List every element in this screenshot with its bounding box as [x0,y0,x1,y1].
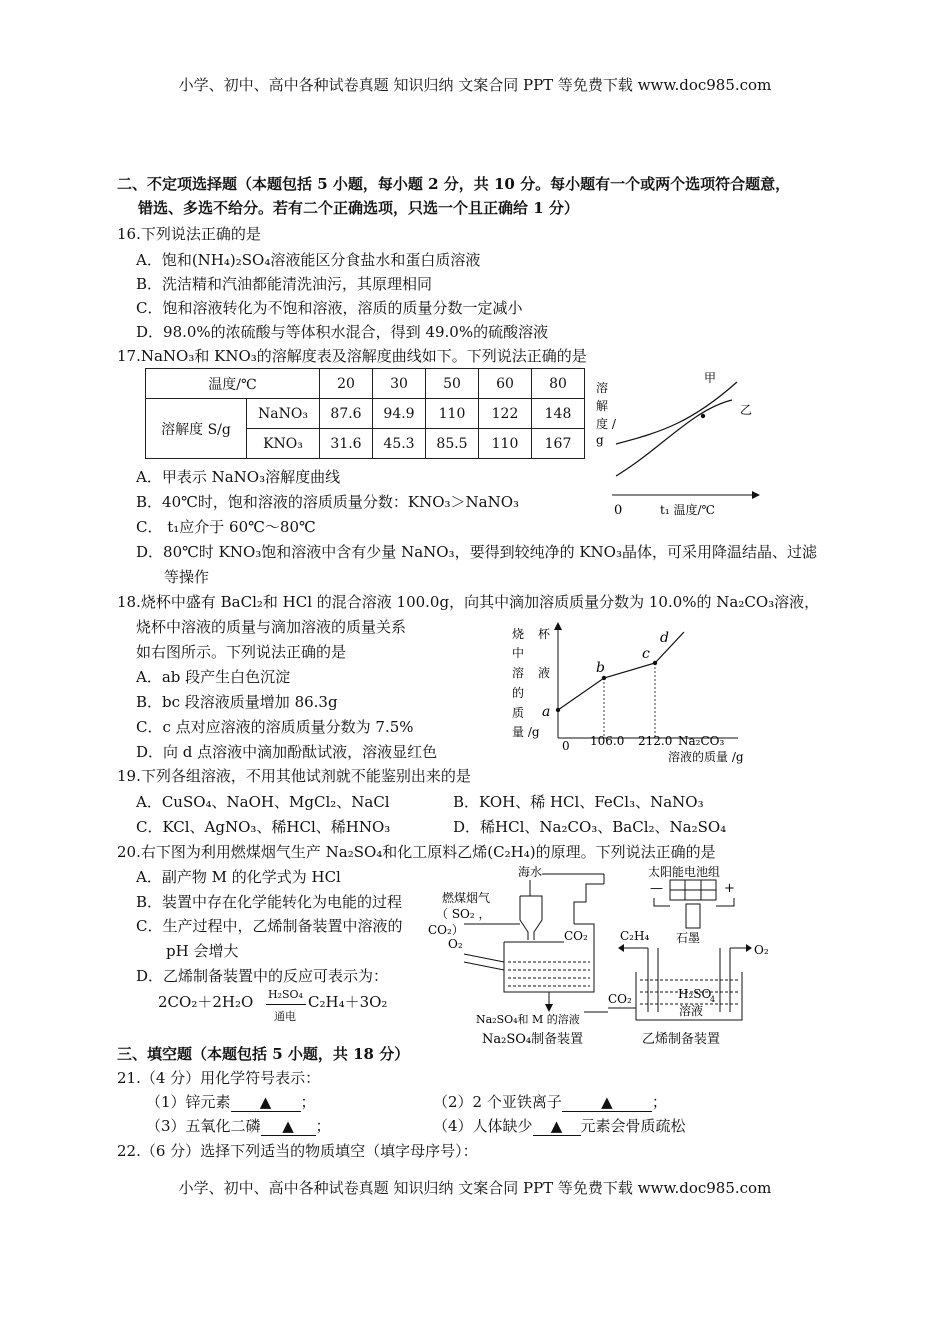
beaker-mass-figure [508,620,768,765]
answer-blank[interactable]: ▲ [231,1093,301,1112]
q16-option-b: B．洗洁精和汽油都能清洗油污，其原理相同 [136,275,433,293]
graph-ylabel: 溶 [512,666,525,680]
table-temp-cell: 80 [532,369,585,399]
q20-option-a: A．副产物 M 的化学式为 HCl [136,868,341,886]
tick-label: 212.0 [638,734,673,748]
table-cell: 110 [479,429,532,459]
table-cell: 87.6 [320,399,373,429]
solubility-table [145,368,585,459]
answer-blank[interactable]: ▲ [533,1117,581,1136]
label-co2-out: CO₂ [564,929,588,943]
table-cell: 45.3 [373,429,426,459]
q16-stem: 16.下列说法正确的是 [117,225,261,243]
graph-ylabel: 质 [512,706,525,720]
table-cell: 31.6 [320,429,373,459]
page-header: 小学、初中、高中各种试卷真题 知识归纳 文案合同 PPT 等免费下载 www.doc985.com [178,76,772,94]
label-so2: （ SO₂ ， [436,907,491,921]
x-axis-arrow [752,491,760,499]
table-cell: 148 [532,399,585,429]
graph-xlabel: Na₂CO₃ [678,734,725,748]
q16-option-d: D．98.0%的浓硫酸与等体积水混合，得到 49.0%的硫酸溶液 [136,323,549,341]
graph-xlabel: t₁ 温度/℃ [660,503,715,517]
q20-option-d: D．乙烯制备装置中的反应可表示为： [136,967,389,985]
table-solubility-label: 溶解度 S/g [146,399,247,459]
solubility-curve-figure [592,370,767,522]
o2-arrow [746,944,752,952]
tick-label: 106.0 [590,734,625,748]
table-cell: 110 [426,399,479,429]
label-c2h4: C₂H₄ [620,929,650,943]
punctuation: ； [651,1093,667,1111]
graph-ylabel: 烧 [512,627,525,641]
label-solution: 溶液 [679,1004,704,1018]
label-product: Na₂SO₄和 M 的溶液 [476,1013,580,1026]
label-flue-gas: 燃煤烟气 [442,891,491,905]
label-d: d [660,630,669,646]
point-c [653,661,657,665]
graph-ylabel: 解 [596,399,609,413]
q18-option-d: D．向 d 点溶液中滴加酚酞试液，溶液显红色 [136,743,438,761]
graph-ylabel: 量 /g [512,725,540,739]
graph-origin: 0 [562,739,570,753]
o2-pipe-top [464,954,504,962]
q19-option-c: C．KCl、AgNO₃、稀HCl、稀HNO₃ [136,818,391,836]
label-seawater: 海水 [518,865,543,879]
q19-option-d: D．稀HCl、Na₂CO₃、BaCl₂、Na₂SO₄ [453,818,727,836]
table-temp-cell: 60 [479,369,532,399]
curve-yi [616,400,732,476]
q20-stem: 20.右下图为利用燃煤烟气生产 Na₂SO₄和化工原料乙烯(C₂H₄)的原理。下列说法正确的是 [117,843,716,861]
label-graphite: 石墨 [676,931,701,945]
q21-stem: 21.（4 分）用化学符号表示： [117,1069,321,1087]
c2h4-arrow [618,944,624,952]
q16-option-c: C．饱和溶液转化为不饱和溶液，溶质的质量分数一定减小 [136,299,523,317]
q16-option-a: A．饱和(NH₄)₂SO₄溶液能区分食盐水和蛋白质溶液 [136,251,481,269]
q18-option-a: A．ab 段产生白色沉淀 [136,668,291,686]
recycle-pipe [574,884,604,924]
label-co2-feed: CO₂ [608,992,632,1006]
equation-condition-bottom: 通电 [274,1010,296,1023]
q21-part3-label: （3）五氧化二磷 [146,1117,261,1135]
intersection-point [701,414,705,418]
label-ethylene-apparatus: 乙烯制备装置 [642,1032,721,1047]
label-jia: 甲 [704,371,717,385]
process-diagram [424,862,780,1050]
label-na2so4-apparatus: Na₂SO₄制备装置 [482,1032,584,1047]
table-cell: 167 [532,429,585,459]
table-row-name: KNO₃ [247,429,320,459]
label-c: c [642,646,650,662]
answer-blank[interactable]: ▲ [261,1117,316,1136]
q18-stem-line2: 烧杯中溶液的质量与滴加溶液的质量关系 [136,618,407,636]
table-cell: 85.5 [426,429,479,459]
punctuation: ； [315,1117,331,1135]
q19-option-a: A．CuSO₄、NaOH、MgCl₂、NaCl [136,793,390,811]
equation-right: C₂H₄＋3O₂ [308,993,388,1011]
graph-ylabel: 度 / [596,417,616,431]
q19-option-b: B．KOH、稀 HCl、FeCl₃、NaNO₃ [453,793,704,811]
label-h2so4: H₂SO [678,987,712,1001]
answer-blank[interactable]: ▲ [562,1093,652,1112]
q17-option-a: A．甲表示 NaNO₃溶解度曲线 [136,468,341,486]
section2-title-line2: 错选、多选不给分。若有二个正确选项，只选一个且正确给 1 分） [138,199,579,217]
q21-part4-end: 元素会骨质疏松 [580,1117,686,1135]
q18-stem-line1: 18.烧杯中盛有 BaCl₂和 HCl 的混合溶液 100.0g，向其中滴加溶质质量分数为 10.0%的 Na₂CO₃溶液， [117,593,820,611]
q20-option-c-line2: pH 会增大 [166,942,239,960]
label-co2-in: CO₂） [428,923,464,937]
table-row-name: NaNO₃ [247,399,320,429]
label-h2so4-subscript: 4 [710,995,716,1004]
o2-pipe-bottom [464,962,504,970]
q21-part1-label: （1）锌元素 [146,1093,231,1111]
q17-option-d-line2: 等操作 [164,568,210,586]
point-a [556,708,560,712]
punctuation: ； [300,1093,316,1111]
graph-ylabel: 杯 [538,627,551,641]
label-a: a [542,704,551,720]
q21-part3 [146,1115,331,1136]
graph-origin: 0 [614,503,623,518]
graph-ylabel: g [596,433,604,447]
label-solar-array: 太阳能电池组 [648,865,721,879]
product-arrow [545,1004,553,1012]
q21-part1 [146,1091,316,1112]
q21-part4 [433,1115,686,1136]
q18-stem-line3: 如右图所示。下列说法正确的是 [136,643,347,661]
point-b [602,676,606,680]
table-temp-cell: 50 [426,369,479,399]
q20-option-c-line1: C．生产过程中，乙烯制备装置中溶液的 [136,917,403,935]
q22-stem: 22.（6 分）选择下列适当的物质填空（填字母序号）： [117,1142,478,1160]
label-o2-out: O₂ [754,943,769,957]
label-minus: — [650,881,663,896]
electrode-holder [686,904,700,928]
table-temp-cell: 20 [320,369,373,399]
graph-ylabel: 的 [512,686,525,700]
q21-part2 [433,1091,667,1112]
label-plus: + [724,881,735,896]
q21-part2-label: （2）2 个亚铁离子 [433,1093,562,1111]
label-o2-in: O₂ [448,937,463,951]
section2-title-line1: 二、不定项选择题（本题包括 5 小题，每小题 2 分，共 10 分。每小题有一个或两个选项符合题意， [117,175,791,193]
q17-option-c: C． t₁应介于 60℃～80℃ [136,518,316,536]
equation-condition-top: H₂SO₄ [268,988,303,1001]
q17-stem: 17.NaNO₃和 KNO₃的溶解度表及溶解度曲线如下。下列说法正确的是 [117,347,587,365]
table-cell: 94.9 [373,399,426,429]
equation-left: 2CO₂＋2H₂O [158,993,254,1011]
q21-part4-label: （4）人体缺少 [433,1117,533,1135]
section3-title: 三、填空题（本题包括 5 小题，共 18 分） [117,1045,410,1063]
y-axis-arrow [554,622,562,630]
graph-ylabel: 中 [512,646,525,660]
q20-option-b: B．装置中存在化学能转化为电能的过程 [136,893,403,911]
curve-jia [616,382,737,444]
q17-option-b: B．40℃时，饱和溶液的溶质质量分数：KNO₃＞NaNO₃ [136,493,520,511]
q17-option-d-line1: D．80℃时 KNO₃饱和溶液中含有少量 NaNO₃，要得到较纯净的 KNO₃晶体，可采用降温结晶、过滤 [136,543,817,561]
graph-ylabel: 溶 [596,381,609,395]
table-cell: 122 [479,399,532,429]
equation-arrow-line [266,1004,306,1005]
table-temp-cell: 30 [373,369,426,399]
label-b: b [596,660,605,676]
table-temp-label: 温度/℃ [146,369,320,399]
q19-stem: 19.下列各组溶液，不用其他试剂就不能鉴别出来的是 [117,767,471,785]
page-footer: 小学、初中、高中各种试卷真题 知识归纳 文案合同 PPT 等免费下载 www.doc985.com [178,1179,772,1197]
graph-ylabel: 液 [538,666,551,680]
absorber-funnel [520,896,542,940]
label-yi: 乙 [740,403,753,417]
q18-option-b: B．bc 段溶液质量增加 86.3g [136,693,338,711]
q18-option-c: C．c 点对应溶液的溶质质量分数为 7.5% [136,718,414,736]
graph-xlabel: 溶液的质量 /g [668,750,744,764]
